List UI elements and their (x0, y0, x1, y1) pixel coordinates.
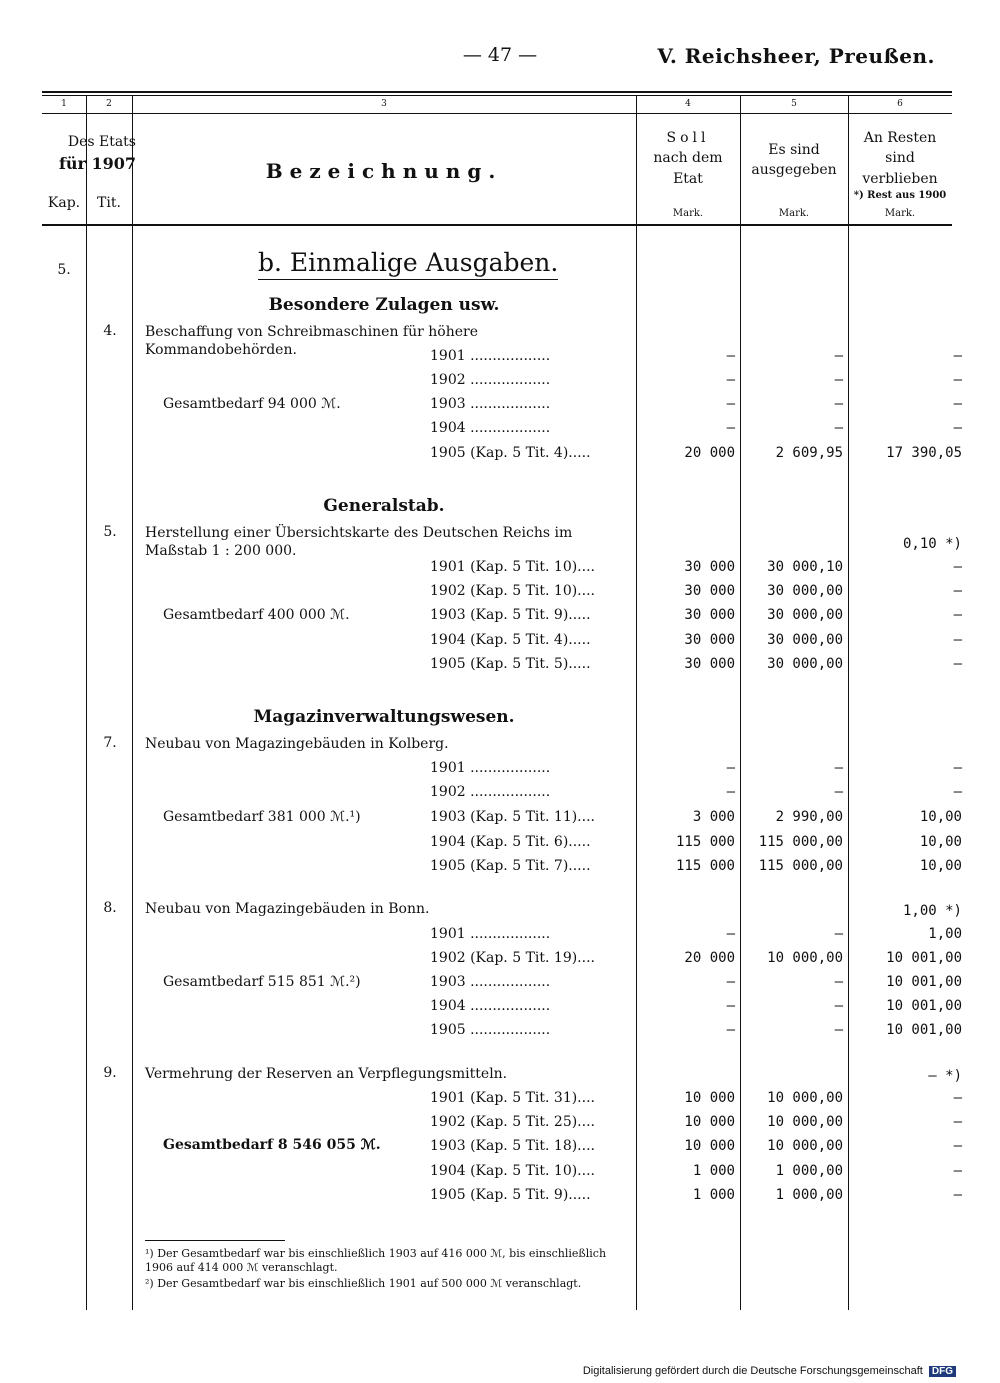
header-resten (848, 128, 952, 203)
gesamtbedarf: Gesamtbedarf 8 546 055 ℳ. (163, 1137, 381, 1153)
year-row-label: 1904 .................. (430, 420, 551, 436)
header-soll-line1: Soll (666, 130, 710, 146)
tit-number: 7. (103, 735, 117, 751)
colnum-2: 2 (106, 99, 112, 109)
ausgegeben-value: 30 000,00 (767, 607, 843, 623)
soll-value: 30 000 (684, 632, 735, 648)
ausgegeben-value: 30 000,00 (767, 632, 843, 648)
year-row-label: 1902 .................. (430, 784, 551, 800)
section-title: b. Einmalige Ausgaben. (258, 248, 558, 280)
header-ausgegeben (740, 140, 848, 181)
ausgegeben-value: 2 609,95 (775, 445, 843, 461)
page-number: — 47 — (462, 44, 538, 66)
ausgegeben-value: 115 000,00 (758, 858, 843, 874)
reste-value: — (953, 784, 962, 800)
reste-extra: — *) (928, 1068, 962, 1084)
year-row-label: 1905 .................. (430, 1022, 551, 1038)
reste-value: — (953, 1138, 962, 1154)
reste-value: — (953, 1114, 962, 1130)
top-rule-thin (42, 95, 952, 96)
tit-number: 9. (103, 1065, 117, 1081)
soll-value: 20 000 (684, 950, 735, 966)
ausgegeben-value: 115 000,00 (758, 834, 843, 850)
header-bottom-rule (42, 224, 952, 226)
ausgegeben-value: 30 000,10 (767, 559, 843, 575)
ausgegeben-value: 10 000,00 (767, 1114, 843, 1130)
soll-value: 10 000 (684, 1138, 735, 1154)
reste-value: 10 001,00 (886, 1022, 962, 1038)
gesamtbedarf: Gesamtbedarf 400 000 ℳ. (163, 607, 350, 623)
entry-description: Neubau von Magazingebäuden in Bonn. (145, 901, 430, 917)
reste-value: 10,00 (919, 858, 962, 874)
ausgegeben-value: — (834, 760, 843, 776)
header-kap: Kap. (47, 195, 81, 211)
soll-value: 20 000 (684, 445, 735, 461)
header-ausgegeben-line2: ausgegeben (751, 162, 837, 179)
running-title: V. Reichsheer, Preußen. (657, 44, 935, 68)
ausgegeben-value: 10 000,00 (767, 1138, 843, 1154)
dfg-logo: DFG (929, 1366, 956, 1377)
colnum-1: 1 (61, 99, 67, 109)
ausgegeben-value: 2 990,00 (775, 809, 843, 825)
soll-value: 1 000 (692, 1163, 735, 1179)
header-soll-unit: Mark. (672, 208, 704, 219)
year-row-label: 1903 .................. (430, 974, 551, 990)
ausgegeben-value: 10 000,00 (767, 1090, 843, 1106)
soll-value: 30 000 (684, 607, 735, 623)
section-heading-magazin: Magazinverwaltungswesen. (253, 707, 515, 727)
ausgegeben-value: 30 000,00 (767, 583, 843, 599)
header-resten-line3: *) Rest aus 1900 (853, 189, 947, 201)
reste-extra: 1,00 *) (902, 903, 962, 919)
year-row-label: 1901 (Kap. 5 Tit. 10).... (430, 559, 595, 575)
year-row-label: 1905 (Kap. 5 Tit. 4)..... (430, 445, 591, 461)
reste-value: 10 001,00 (886, 950, 962, 966)
reste-value: — (953, 396, 962, 412)
year-row-label: 1902 (Kap. 5 Tit. 19).... (430, 950, 595, 966)
reste-extra: 0,10 *) (902, 536, 962, 552)
year-row-label: 1904 (Kap. 5 Tit. 6)..... (430, 834, 591, 850)
colnum-rule (42, 113, 952, 114)
soll-value: 30 000 (684, 583, 735, 599)
year-row-label: 1902 (Kap. 5 Tit. 10).... (430, 583, 595, 599)
digitization-credit (583, 1365, 956, 1377)
year-row-label: 1903 .................. (430, 396, 551, 412)
reste-value: 10,00 (919, 809, 962, 825)
footnote-2: ²) Der Gesamtbedarf war bis einschließlich 1901 auf 500 000 ℳ veranschlagt. (145, 1277, 582, 1290)
kapitel-number: 5. (57, 262, 71, 278)
colnum-6: 6 (897, 99, 903, 109)
footnote-rule (145, 1240, 285, 1241)
top-rule (42, 91, 952, 93)
ausgegeben-value: 1 000,00 (775, 1187, 843, 1203)
section-heading-generalstab: Generalstab. (323, 496, 445, 516)
soll-value: — (726, 420, 735, 436)
soll-value: — (726, 1022, 735, 1038)
reste-value: — (953, 656, 962, 672)
header-resten-line2: sind verblieben (862, 150, 938, 187)
reste-value: — (953, 607, 962, 623)
gesamtbedarf: Gesamtbedarf 515 851 ℳ.²) (163, 974, 361, 990)
tit-number: 8. (103, 900, 117, 916)
entry-description: Beschaffung von Schreibmaschinen für höhere Kommandobehörden. (145, 324, 478, 359)
credit-text: Digitalisierung gefördert durch die Deutsche Forschungsgemeinschaft (582, 1365, 923, 1377)
reste-value: — (953, 1187, 962, 1203)
header-resten-line1: An Resten (863, 130, 937, 146)
year-row-label: 1903 (Kap. 5 Tit. 11).... (430, 809, 595, 825)
tit-number: 5. (103, 524, 117, 540)
soll-value: 10 000 (684, 1090, 735, 1106)
header-ausgegeben-line1: Es sind (768, 142, 820, 158)
entry-description: Neubau von Magazingebäuden in Kolberg. (145, 736, 449, 752)
header-etats (38, 132, 136, 175)
gesamtbedarf: Gesamtbedarf 94 000 ℳ. (163, 396, 341, 412)
ausgegeben-value: 1 000,00 (775, 1163, 843, 1179)
reste-value: 10 001,00 (886, 974, 962, 990)
year-row-label: 1901 .................. (430, 348, 551, 364)
soll-value: 115 000 (675, 834, 735, 850)
ausgegeben-value: — (834, 974, 843, 990)
ausgegeben-value: 10 000,00 (767, 950, 843, 966)
soll-value: 115 000 (675, 858, 735, 874)
ausgegeben-value: — (834, 348, 843, 364)
soll-value: — (726, 784, 735, 800)
colnum-3: 3 (381, 99, 387, 109)
year-row-label: 1905 (Kap. 5 Tit. 5)..... (430, 656, 591, 672)
year-row-label: 1901 .................. (430, 760, 551, 776)
reste-value: — (953, 348, 962, 364)
reste-value: 17 390,05 (886, 445, 962, 461)
soll-value: — (726, 348, 735, 364)
soll-value: 3 000 (692, 809, 735, 825)
reste-value: — (953, 1163, 962, 1179)
year-row-label: 1902 (Kap. 5 Tit. 25).... (430, 1114, 595, 1130)
reste-value: 10,00 (919, 834, 962, 850)
ausgegeben-value: — (834, 396, 843, 412)
col-divider-4 (740, 95, 741, 1310)
soll-value: — (726, 372, 735, 388)
soll-value: — (726, 974, 735, 990)
ausgegeben-value: — (834, 420, 843, 436)
year-row-label: 1904 .................. (430, 998, 551, 1014)
tit-number: 4. (103, 323, 117, 339)
ausgegeben-value: — (834, 784, 843, 800)
reste-value: — (953, 1090, 962, 1106)
year-row-label: 1903 (Kap. 5 Tit. 9)..... (430, 607, 591, 623)
year-row-label: 1903 (Kap. 5 Tit. 18).... (430, 1138, 595, 1154)
section-heading-zulagen: Besondere Zulagen usw. (268, 295, 500, 315)
year-row-label: 1905 (Kap. 5 Tit. 9)..... (430, 1187, 591, 1203)
year-row-label: 1904 (Kap. 5 Tit. 10).... (430, 1163, 595, 1179)
soll-value: — (726, 998, 735, 1014)
soll-value: 1 000 (692, 1187, 735, 1203)
reste-value: — (953, 632, 962, 648)
soll-value: 30 000 (684, 656, 735, 672)
soll-value: — (726, 396, 735, 412)
year-row-label: 1904 (Kap. 5 Tit. 4)..... (430, 632, 591, 648)
entry-description: Herstellung einer Übersichtskarte des Deutschen Reichs im Maßstab 1 : 200 000. (145, 525, 573, 560)
reste-value: — (953, 420, 962, 436)
reste-value: 10 001,00 (886, 998, 962, 1014)
reste-value: — (953, 583, 962, 599)
header-soll-line2: nach dem (653, 150, 723, 167)
soll-value: 30 000 (684, 559, 735, 575)
reste-value: — (953, 372, 962, 388)
colnum-5: 5 (791, 99, 797, 109)
col-divider-1 (86, 95, 87, 1310)
header-bezeichnung: Bezeichnung. (265, 159, 503, 183)
reste-value: 1,00 (928, 926, 962, 942)
gesamtbedarf: Gesamtbedarf 381 000 ℳ.¹) (163, 809, 361, 825)
reste-value: — (953, 760, 962, 776)
year-row-label: 1901 (Kap. 5 Tit. 31).... (430, 1090, 595, 1106)
soll-value: 10 000 (684, 1114, 735, 1130)
col-divider-3 (636, 95, 637, 1310)
header-tit: Tit. (97, 195, 121, 211)
reste-value: — (953, 559, 962, 575)
year-row-label: 1901 .................. (430, 926, 551, 942)
header-ausgegeben-unit: Mark. (778, 208, 810, 219)
header-soll (636, 128, 740, 189)
ausgegeben-value: — (834, 372, 843, 388)
colnum-4: 4 (685, 99, 691, 109)
year-row-label: 1905 (Kap. 5 Tit. 7)..... (430, 858, 591, 874)
soll-value: — (726, 926, 735, 942)
ausgegeben-value: 30 000,00 (767, 656, 843, 672)
header-soll-line3: Etat (673, 170, 703, 187)
header-etats-line1: Des Etats (67, 134, 136, 150)
year-row-label: 1902 .................. (430, 372, 551, 388)
header-etats-line2: für 1907 (58, 154, 136, 174)
entry-description: Vermehrung der Reserven an Verpflegungsmitteln. (145, 1066, 508, 1082)
ausgegeben-value: — (834, 1022, 843, 1038)
footnote-1: ¹) Der Gesamtbedarf war bis einschließlich 1903 auf 416 000 ℳ, bis einschließlich 1906 auf 414 000 ℳ veranschlagt. (145, 1247, 607, 1274)
ausgegeben-value: — (834, 926, 843, 942)
header-resten-unit: Mark. (884, 208, 916, 219)
col-divider-2 (132, 95, 133, 1310)
soll-value: — (726, 760, 735, 776)
ausgegeben-value: — (834, 998, 843, 1014)
col-divider-5 (848, 95, 849, 1310)
